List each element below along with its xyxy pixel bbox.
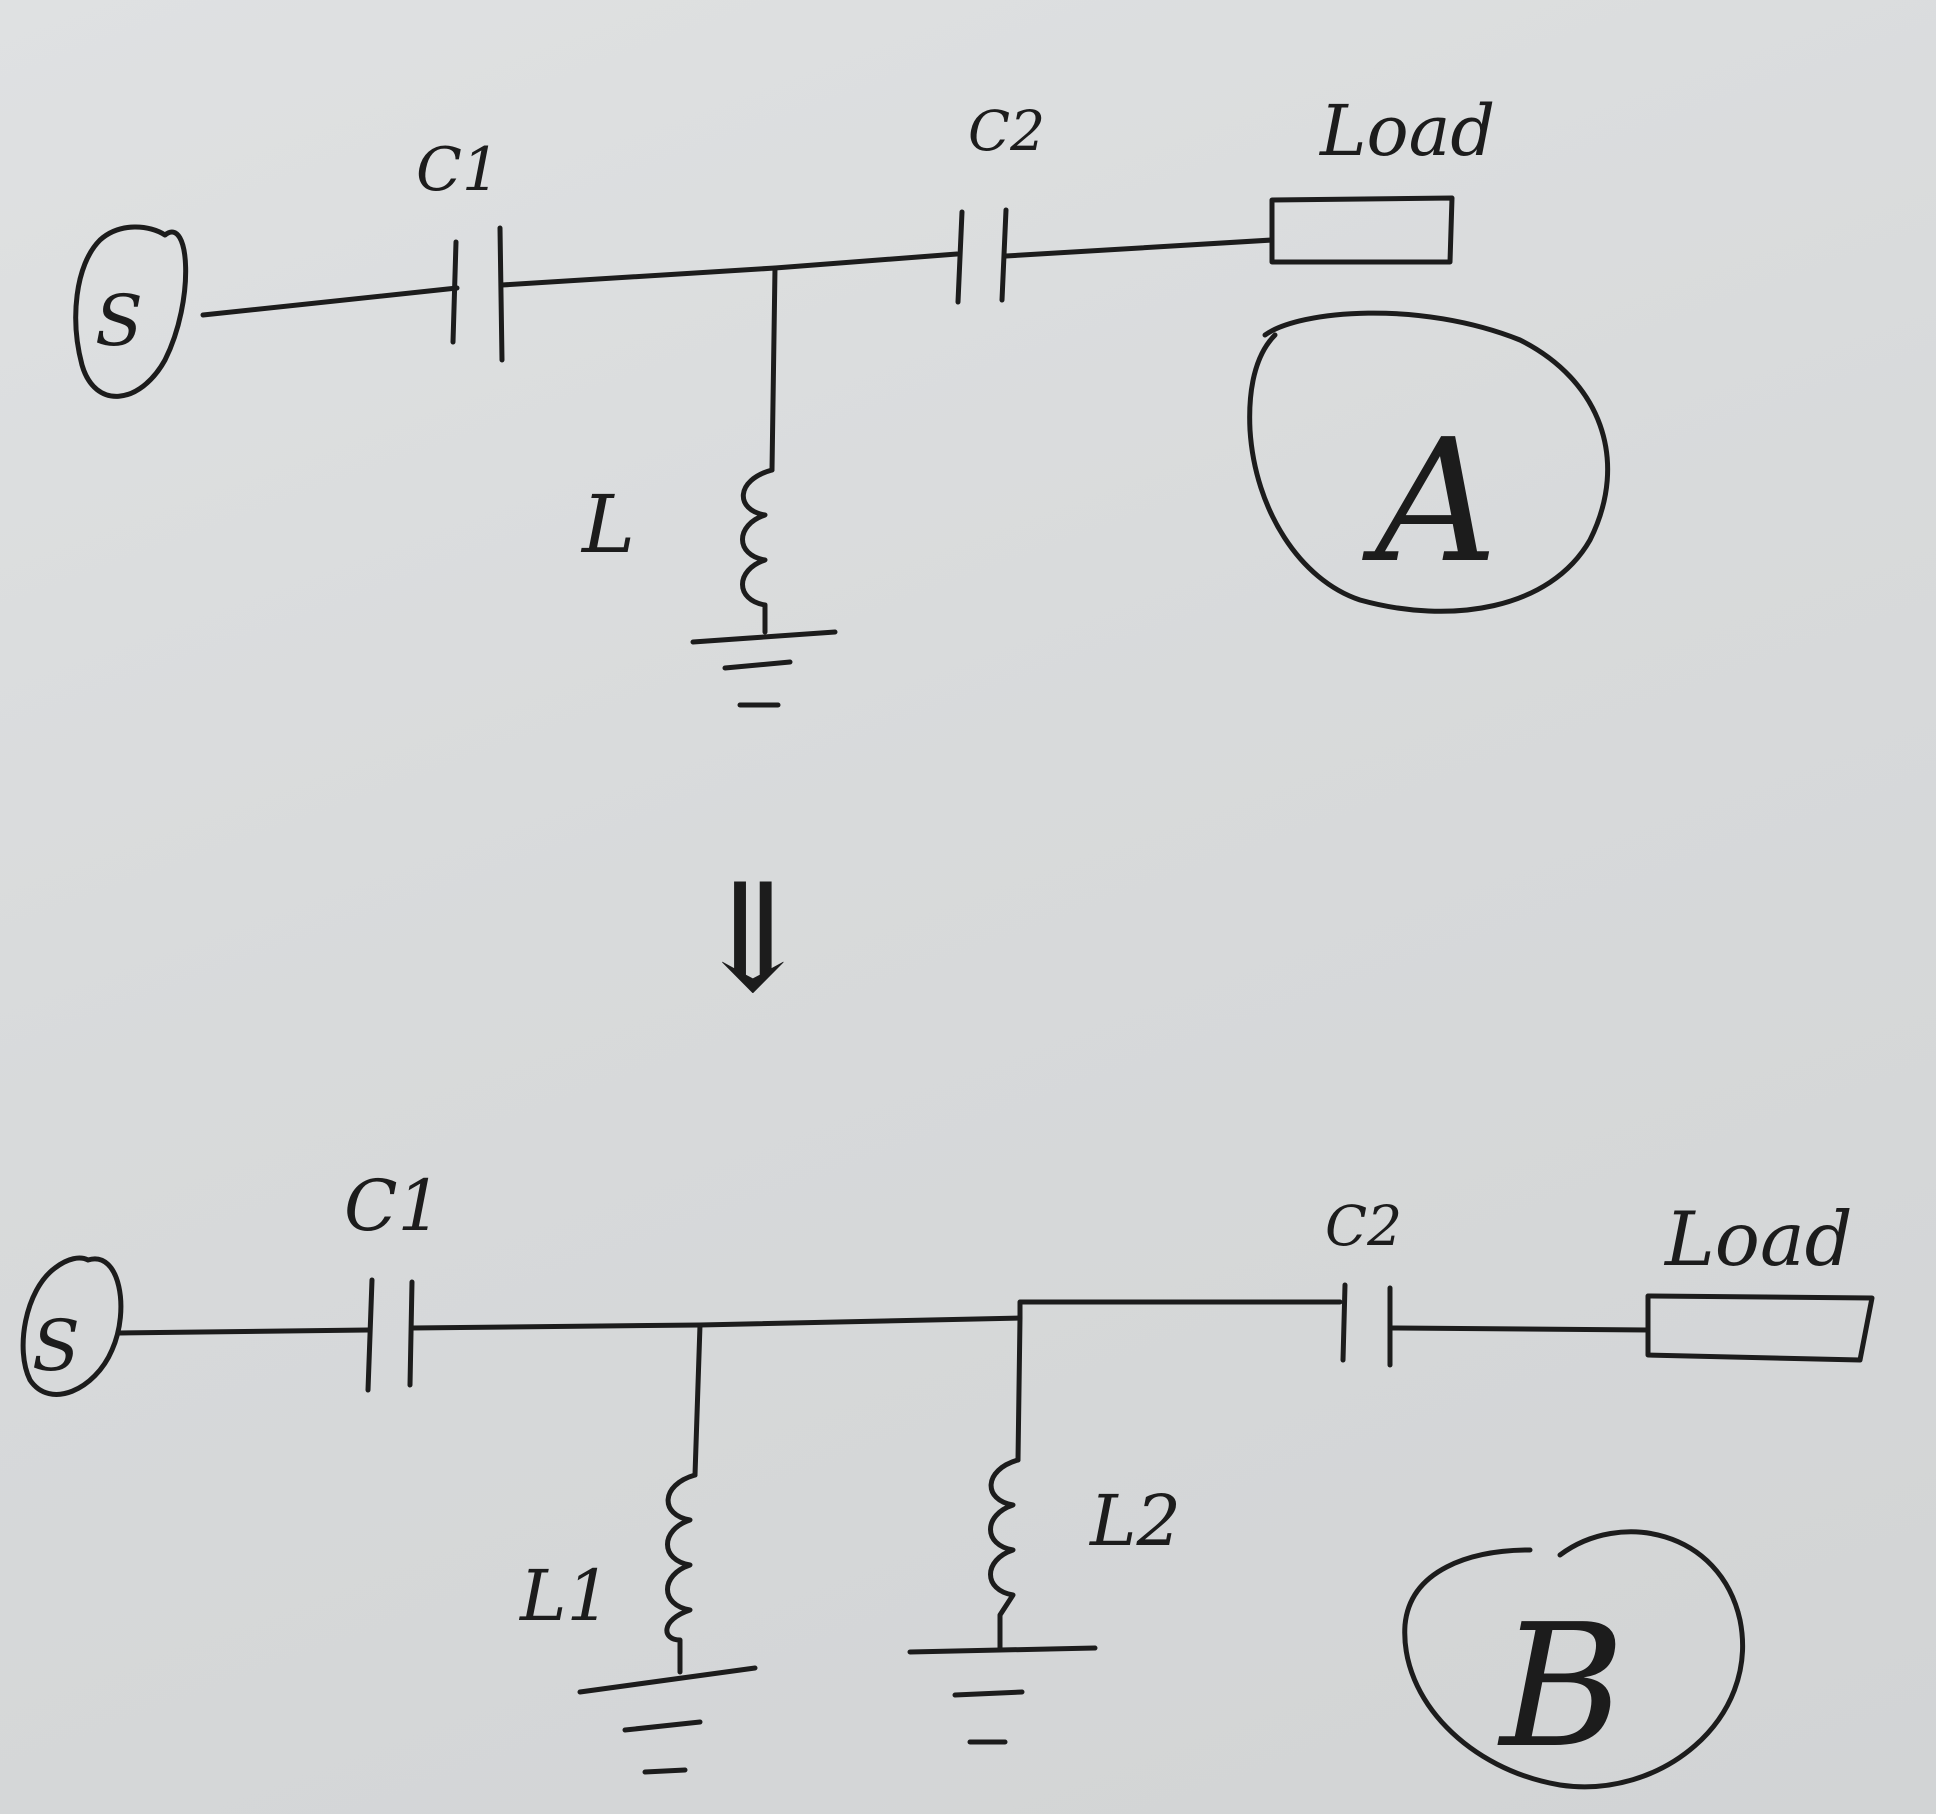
capacitor-a-c1 [453, 228, 502, 360]
c2-a-label: C2 [968, 99, 1046, 163]
circuit-a-badge [1250, 313, 1608, 611]
inductor-b-l2 [991, 1318, 1021, 1648]
c1-a-label: C1 [416, 135, 501, 205]
source-b-symbol [23, 1258, 121, 1394]
circuit-b-letter: B [1500, 1588, 1625, 1786]
c2-b-label: C2 [1325, 1194, 1403, 1258]
l-a-label: L [582, 478, 636, 571]
source-b-label: S [32, 1305, 80, 1387]
l2-b-label: L2 [1090, 1480, 1182, 1562]
circuit-b-badge [1405, 1532, 1743, 1787]
wire-b-node2-to-c2 [1020, 1302, 1340, 1318]
ground-b-l1-symbol [580, 1668, 755, 1772]
wire-b-c2-to-load [1390, 1328, 1648, 1330]
load-a-box [1272, 198, 1452, 262]
load-a-label: Load [1320, 90, 1496, 172]
ground-b-l2-symbol [910, 1648, 1095, 1742]
circuit-a [76, 90, 1608, 705]
inductor-a-l [743, 268, 776, 632]
capacitor-a-c2 [958, 210, 1006, 302]
inductor-b-l1 [667, 1325, 700, 1672]
source-a-symbol [76, 227, 186, 396]
wire-a-c1-to-c2 [502, 254, 957, 285]
capacitor-b-c2 [1343, 1285, 1390, 1365]
wire-b-c1-to-node2 [412, 1318, 1020, 1328]
circuit-b [23, 1165, 1872, 1787]
load-b-label: Load [1665, 1195, 1853, 1283]
source-a-label: S [95, 280, 143, 362]
load-b-box [1648, 1296, 1872, 1360]
wire-a-source-to-c1 [203, 288, 457, 315]
c1-b-label: C1 [344, 1165, 443, 1247]
wire-a-c2-to-load [1006, 240, 1272, 256]
transform-arrow: ⇓ [690, 852, 816, 1026]
wire-b-source-to-c1 [120, 1330, 368, 1333]
capacitor-b-c1 [368, 1280, 412, 1390]
ground-a-symbol [693, 632, 835, 705]
circuit-a-letter: A [1375, 403, 1498, 601]
l1-b-label: L1 [520, 1555, 612, 1637]
